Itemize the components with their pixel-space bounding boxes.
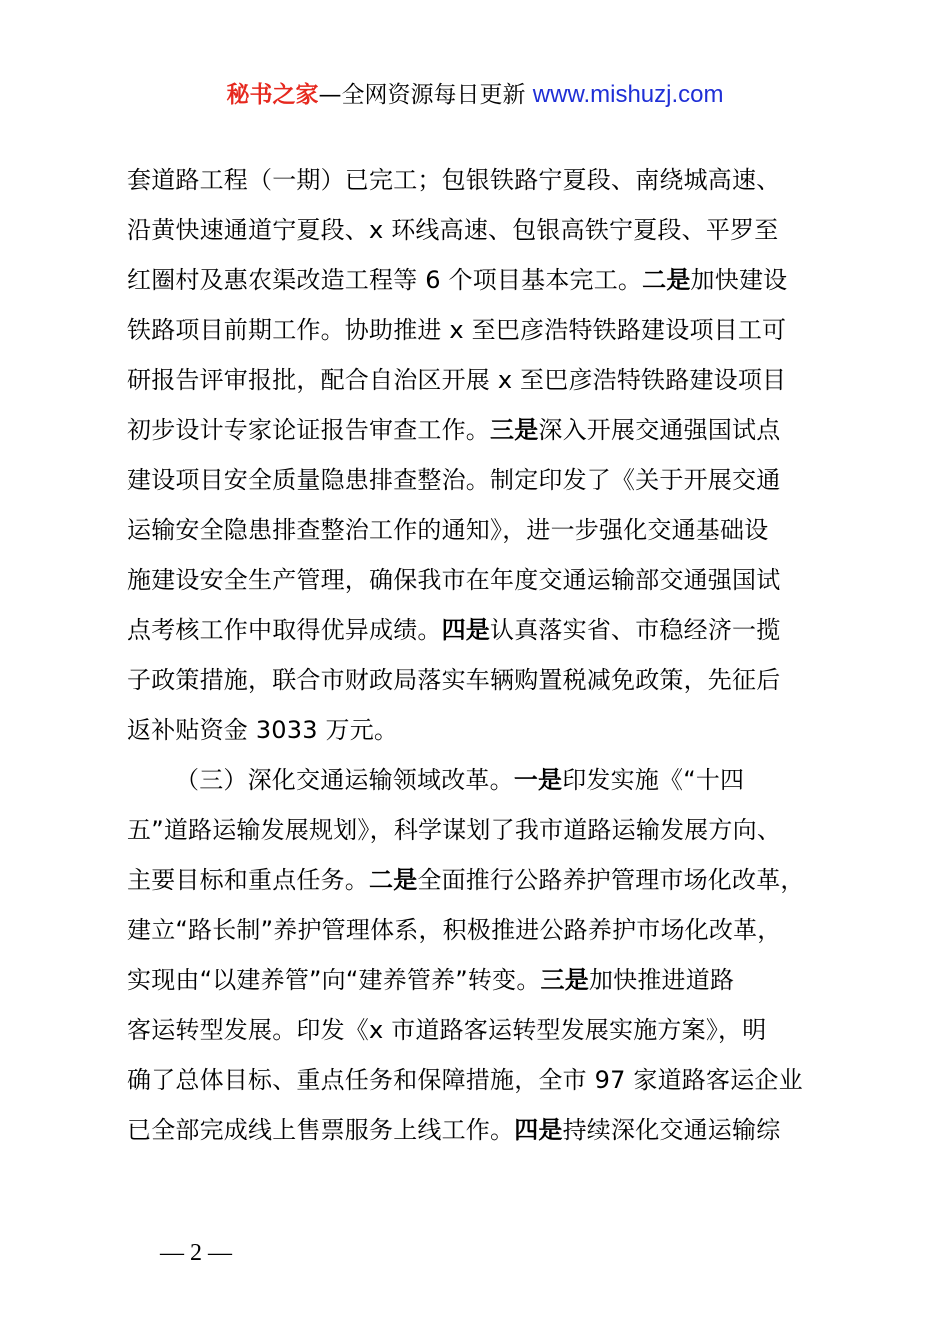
text-line bbox=[127, 305, 837, 355]
text-segment: 运输安全隐患排查整治工作的通知》，进一步强化交通基础设 bbox=[127, 516, 769, 544]
bold-keyword: 四是 bbox=[514, 1116, 563, 1144]
bold-keyword: 二是 bbox=[642, 266, 691, 294]
text-segment: 印发实施《“十四 bbox=[562, 766, 745, 794]
header-tagline: —全网资源每日更新 bbox=[318, 82, 533, 108]
text-line bbox=[127, 505, 837, 555]
text-segment: 持续深化交通运输综 bbox=[562, 1116, 781, 1144]
text-line bbox=[127, 1055, 837, 1105]
text-line bbox=[127, 205, 837, 255]
text-segment: 认真落实省、市稳经济一揽 bbox=[490, 616, 781, 644]
text-line bbox=[127, 155, 837, 205]
brand-name: 秘书之家 bbox=[226, 82, 319, 108]
text-segment: 初步设计专家论证报告审查工作。 bbox=[127, 416, 490, 444]
text-line bbox=[127, 1105, 837, 1155]
bold-keyword: 二是 bbox=[369, 866, 418, 894]
text-line bbox=[127, 555, 837, 605]
text-line bbox=[127, 405, 837, 455]
text-line bbox=[127, 905, 837, 955]
text-segment: 已全部完成线上售票服务上线工作。 bbox=[127, 1116, 515, 1144]
text-segment: 深入开展交通强国试点 bbox=[538, 416, 781, 444]
text-line bbox=[127, 955, 837, 1005]
text-line bbox=[127, 455, 837, 505]
bold-keyword: 一是 bbox=[513, 766, 563, 794]
text-segment: （三）深化交通运输领域改革。 bbox=[175, 766, 514, 794]
document-body bbox=[127, 155, 837, 1155]
text-line bbox=[127, 255, 837, 305]
text-line bbox=[127, 1005, 837, 1055]
text-line bbox=[127, 355, 837, 405]
text-segment: 全面推行公路养护管理市场化改革， bbox=[417, 866, 805, 894]
site-header bbox=[0, 78, 950, 112]
text-segment: 加快建设 bbox=[690, 266, 788, 294]
text-line bbox=[127, 655, 837, 705]
text-segment: 五”道路运输发展规划》，科学谋划了我市道路运输发展方向、 bbox=[127, 816, 782, 844]
text-segment: 研报告评审报批，配合自治区开展 x 至巴彦浩特铁路建设项目 bbox=[127, 366, 787, 394]
bold-keyword: 四是 bbox=[441, 616, 491, 644]
text-segment: 返补贴资金 3033 万元。 bbox=[127, 716, 399, 744]
site-url-link[interactable]: www.mishuzj.com bbox=[532, 81, 724, 108]
page-number: — 2 — bbox=[160, 1240, 232, 1266]
text-line bbox=[127, 605, 837, 655]
bold-keyword: 三是 bbox=[490, 416, 539, 444]
text-segment: 建立“路长制”养护管理体系，积极推进公路养护市场化改革， bbox=[127, 916, 782, 944]
text-segment: 实现由“以建养管”向“建养管养”转变。 bbox=[127, 966, 541, 994]
text-segment: 施建设安全生产管理，确保我市在年度交通运输部交通强国试 bbox=[127, 566, 781, 594]
text-segment: 点考核工作中取得优异成绩。 bbox=[127, 616, 442, 644]
text-segment: 确了总体目标、重点任务和保障措施，全市 97 家道路客运企业 bbox=[127, 1066, 803, 1094]
text-segment: 套道路工程（一期）已完工；包银铁路宁夏段、南绕城高速、 bbox=[127, 166, 781, 194]
text-segment: 加快推进道路 bbox=[588, 966, 735, 994]
bold-keyword: 三是 bbox=[540, 966, 589, 994]
text-line bbox=[127, 805, 837, 855]
text-segment: 子政策措施，联合市财政局落实车辆购置税减免政策，先征后 bbox=[127, 666, 781, 694]
text-segment: 主要目标和重点任务。 bbox=[127, 866, 369, 894]
text-segment: 铁路项目前期工作。协助推进 x 至巴彦浩特铁路建设项目工可 bbox=[127, 316, 787, 344]
text-segment: 客运转型发展。印发《x 市道路客运转型发展实施方案》，明 bbox=[127, 1016, 767, 1044]
text-segment: 沿黄快速通道宁夏段、x 环线高速、包银高铁宁夏段、平罗至 bbox=[127, 216, 779, 244]
text-segment: 红圈村及惠农渠改造工程等 6 个项目基本完工。 bbox=[127, 266, 643, 294]
text-line bbox=[127, 705, 837, 755]
text-line bbox=[127, 855, 837, 905]
text-segment: 建设项目安全质量隐患排查整治。制定印发了《关于开展交通 bbox=[127, 466, 781, 494]
text-line bbox=[127, 755, 837, 805]
